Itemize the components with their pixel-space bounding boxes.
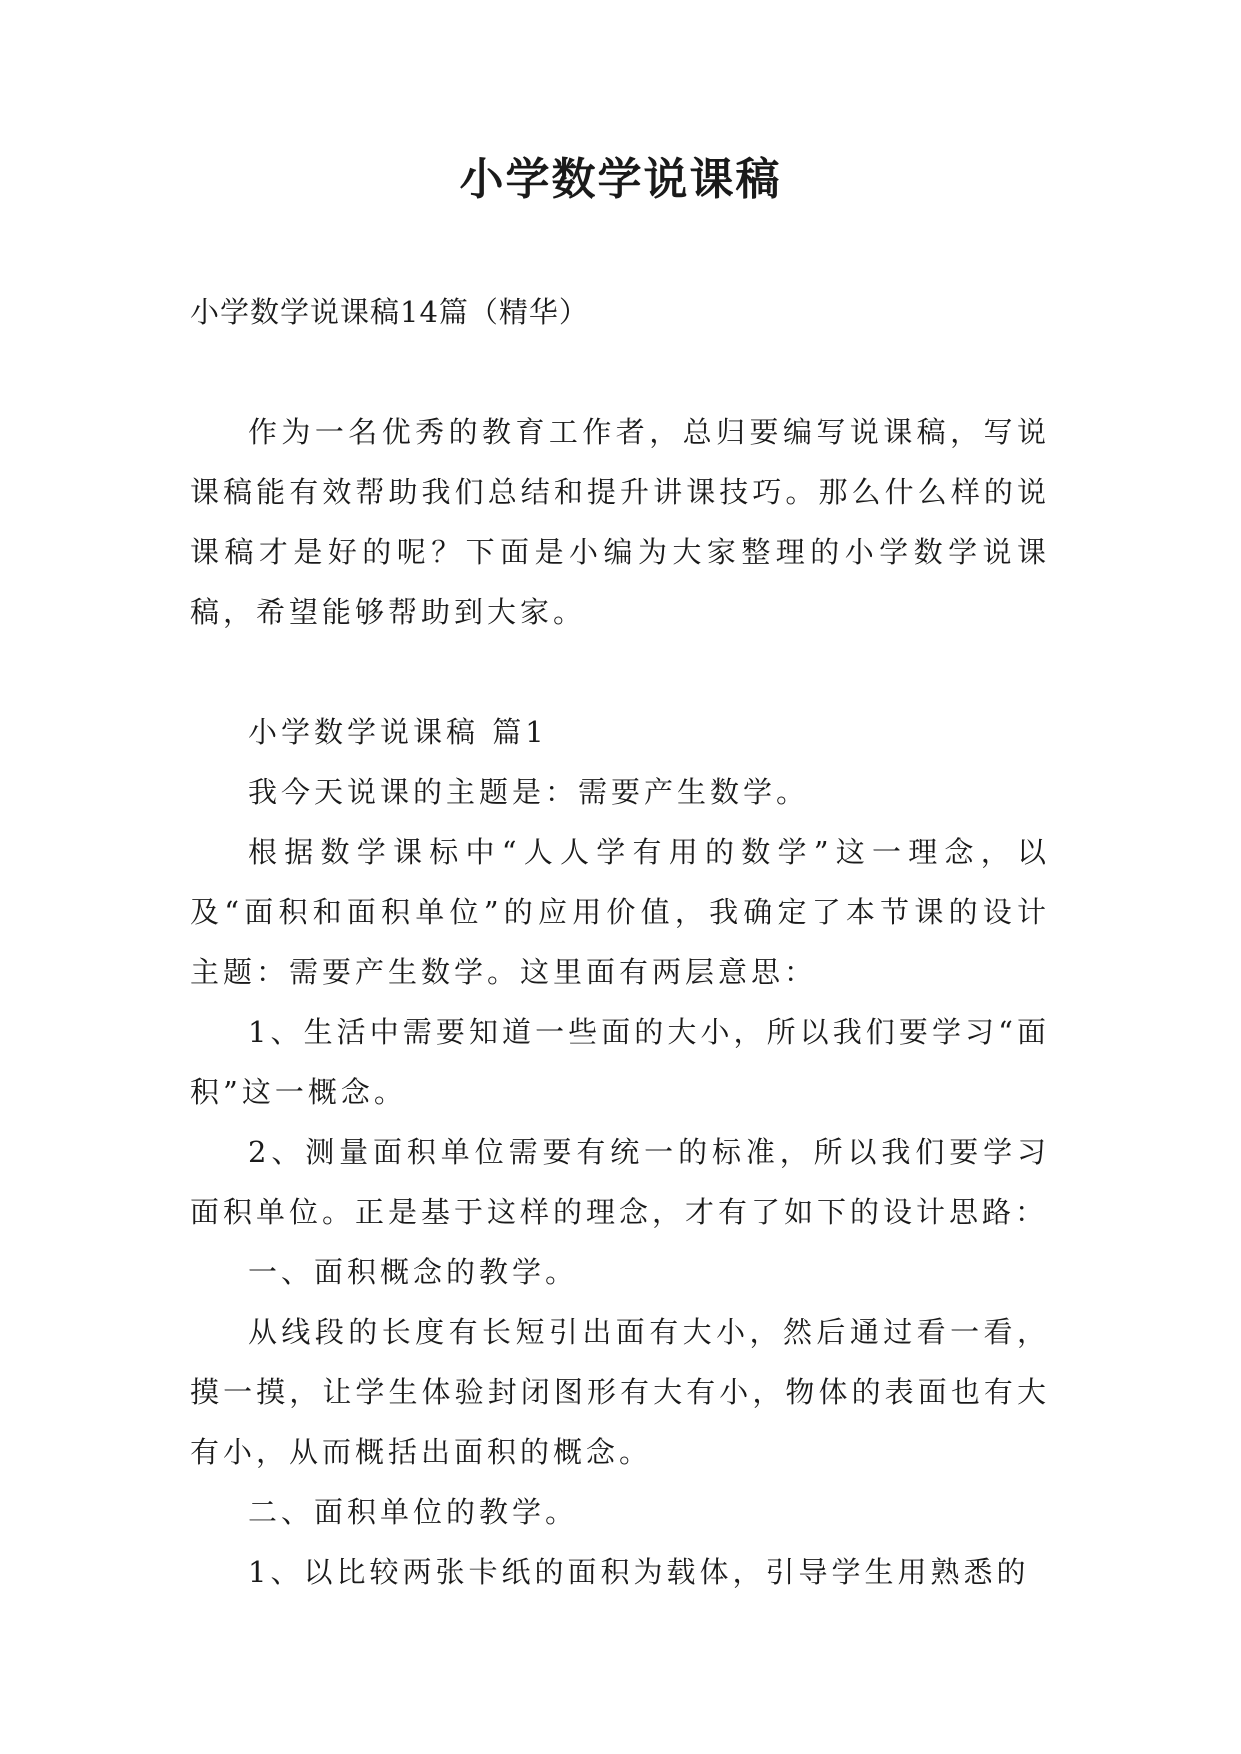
document-title: 小学数学说课稿 <box>459 154 782 205</box>
section-heading: 小学数学说课稿 篇1 <box>248 715 548 749</box>
body-paragraph: 从线段的长度有长短引出面有大小，然后通过看一看，摸一摸，让学生体验封闭图形有大有小，物体的表面也有大有小，从而概括出面积的概念。 <box>190 1315 1050 1469</box>
body-paragraph: 1、以比较两张卡纸的面积为载体，引导学生用熟悉的 <box>248 1555 1030 1589</box>
intro-paragraph: 作为一名优秀的教育工作者，总归要编写说课稿，写说课稿能有效帮助我们总结和提升讲课技巧。那么什么样的说课稿才是好的呢？下面是小编为大家整理的小学数学说课稿，希望能够帮助到大家。 <box>190 415 1050 629</box>
paragraph-gap <box>190 642 1050 702</box>
document-body <box>190 402 1050 1602</box>
body-paragraph: 根据数学课标中“人人学有用的数学”这一理念，以及“面积和面积单位”的应用价值，我确定了本节课的设计主题：需要产生数学。这里面有两层意思： <box>190 835 1050 989</box>
body-paragraph: 我今天说课的主题是：需要产生数学。 <box>248 775 810 809</box>
document-subtitle: 小学数学说课稿14篇（精华） <box>190 295 589 329</box>
body-paragraph: 一、面积概念的教学。 <box>248 1255 579 1289</box>
body-paragraph: 2、测量面积单位需要有统一的标准，所以我们要学习面积单位。正是基于这样的理念，才有了如下的设计思路： <box>190 1135 1050 1229</box>
body-paragraph: 二、面积单位的教学。 <box>248 1495 579 1529</box>
body-paragraph: 1、生活中需要知道一些面的大小，所以我们要学习“面积”这一概念。 <box>190 1015 1050 1109</box>
